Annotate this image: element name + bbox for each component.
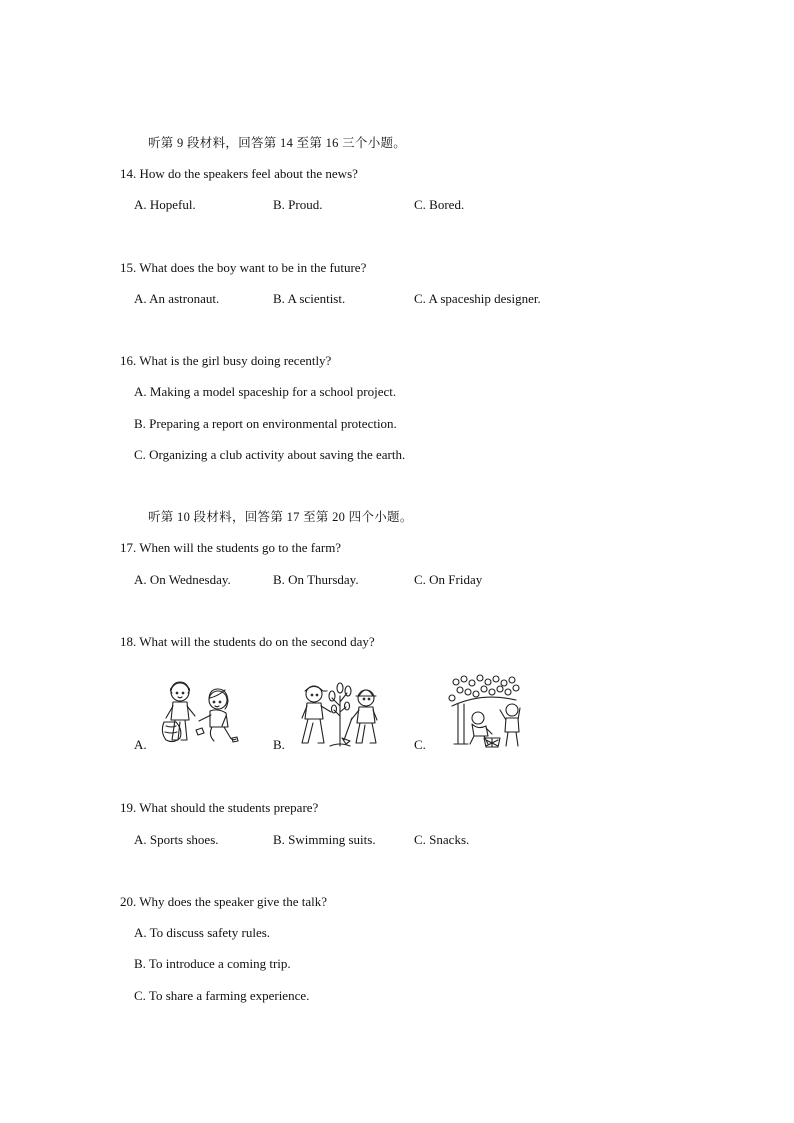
question-20: 20. Why does the speaker give the talk? — [120, 894, 327, 909]
kids-planting-tree-picture[interactable] — [292, 676, 388, 750]
question-19: 19. What should the students prepare? — [120, 800, 319, 815]
question-16: 16. What is the girl busy doing recently? — [120, 353, 332, 368]
q17-option-a[interactable]: A. On Wednesday. — [134, 572, 231, 587]
q20-option-a[interactable]: A. To discuss safety rules. — [134, 925, 271, 940]
q16-option-a[interactable]: A. Making a model spaceship for a school project. — [134, 384, 397, 399]
q19-option-a[interactable]: A. Sports shoes. — [134, 832, 219, 847]
q18-option-c[interactable]: C. — [414, 737, 426, 752]
q19-option-b[interactable]: B. Swimming suits. — [273, 832, 376, 847]
question-17: 17. When will the students go to the farm? — [120, 540, 342, 555]
question-14: 14. How do the speakers feel about the news? — [120, 166, 358, 181]
q20-option-b[interactable]: B. To introduce a coming trip. — [134, 956, 291, 971]
q17-option-b[interactable]: B. On Thursday. — [273, 572, 359, 587]
q15-option-a[interactable]: A. An astronaut. — [134, 291, 220, 306]
question-18: 18. What will the students do on the second day? — [120, 634, 375, 649]
kids-picking-fruit-picture[interactable] — [442, 674, 526, 750]
q17-option-c[interactable]: C. On Friday — [414, 572, 483, 587]
q16-option-b[interactable]: B. Preparing a report on environmental protection. — [134, 416, 397, 431]
q14-option-c[interactable]: C. Bored. — [414, 197, 465, 212]
q20-option-c[interactable]: C. To share a farming experience. — [134, 988, 310, 1003]
section-9-instruction: 听第 9 段材料，回答第 14 至第 16 三个小题。 — [148, 136, 407, 150]
q18-option-b[interactable]: B. — [273, 737, 285, 752]
q16-option-c[interactable]: C. Organizing a club activity about saving the earth. — [134, 447, 406, 462]
question-15: 15. What does the boy want to be in the future? — [120, 260, 367, 275]
section-10-instruction: 听第 10 段材料，回答第 17 至第 20 四个小题。 — [148, 510, 413, 524]
q15-option-c[interactable]: C. A spaceship designer. — [414, 291, 541, 306]
kids-picking-up-litter-picture[interactable] — [150, 678, 250, 750]
q14-option-b[interactable]: B. Proud. — [273, 197, 323, 212]
q18-option-a[interactable]: A. — [134, 737, 147, 752]
q15-option-b[interactable]: B. A scientist. — [273, 291, 346, 306]
q14-option-a[interactable]: A. Hopeful. — [134, 197, 196, 212]
q19-option-c[interactable]: C. Snacks. — [414, 832, 470, 847]
